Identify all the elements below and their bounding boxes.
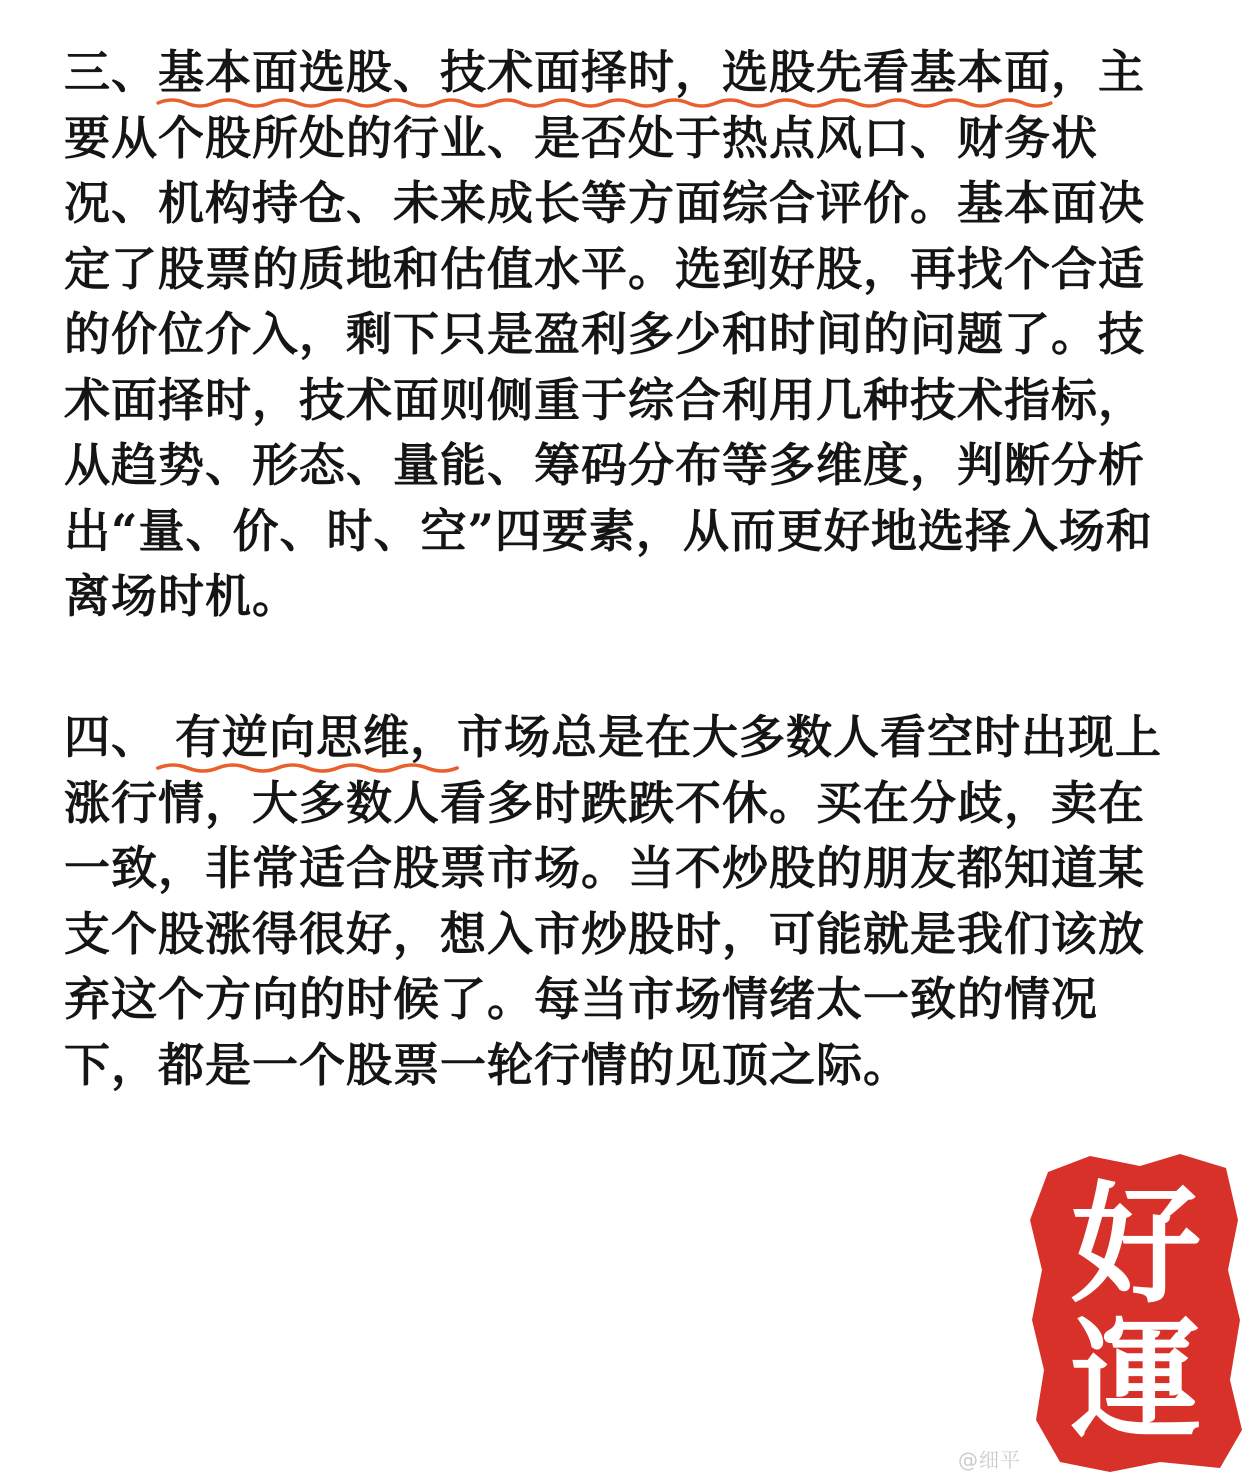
paragraph-section-3 bbox=[64, 40, 1174, 630]
paragraph-section-4 bbox=[64, 705, 1174, 1098]
watermark: @细平 bbox=[958, 1448, 1021, 1472]
section-3-highlight bbox=[158, 45, 1051, 99]
seal-char-good: 好 bbox=[1070, 1168, 1201, 1321]
section-3-number: 三、 bbox=[64, 45, 158, 99]
section-4-text: 市场总是在大多数人看空时出现上涨行情，大多数人看多时跌跌不休。买在分歧，卖在一致，非常适合股票市场。当不炒股的朋友都知道某支个股涨得很好，想入市炒股时，可能就是我们该放弃这个方向的时候了。每当市场情绪太一致的情况下，都是一个股票一轮行情的见顶之际。 bbox=[64, 710, 1163, 1092]
section-4-number: 四、 bbox=[64, 710, 158, 764]
article-body bbox=[64, 40, 1174, 1092]
section-3-text: ，主要从个股所处的行业、是否处于热点风口、财务状况、机构持仓、未来成长等方面综合评价。基本面决定了股票的质地和估值水平。选到好股，再找个合适的价位介入，剩下只是盈利多少和时间的问题了。技术面择时，技术面则侧重于综合利用几种技术指标，从趋势、形态、量能、筹码分布等多维度，判断分析出“量、价、时、空”四要素，从而更好地选择入场和离场时机。 bbox=[64, 45, 1153, 623]
section-4-heading: 有逆向思维， bbox=[158, 710, 458, 764]
section-3-heading: 基本面选股、技术面择时，选股先看基本面 bbox=[158, 45, 1051, 99]
section-4-highlight bbox=[158, 710, 457, 764]
good-luck-seal bbox=[1030, 1150, 1242, 1472]
seal-char-luck: 運 bbox=[1070, 1303, 1201, 1456]
